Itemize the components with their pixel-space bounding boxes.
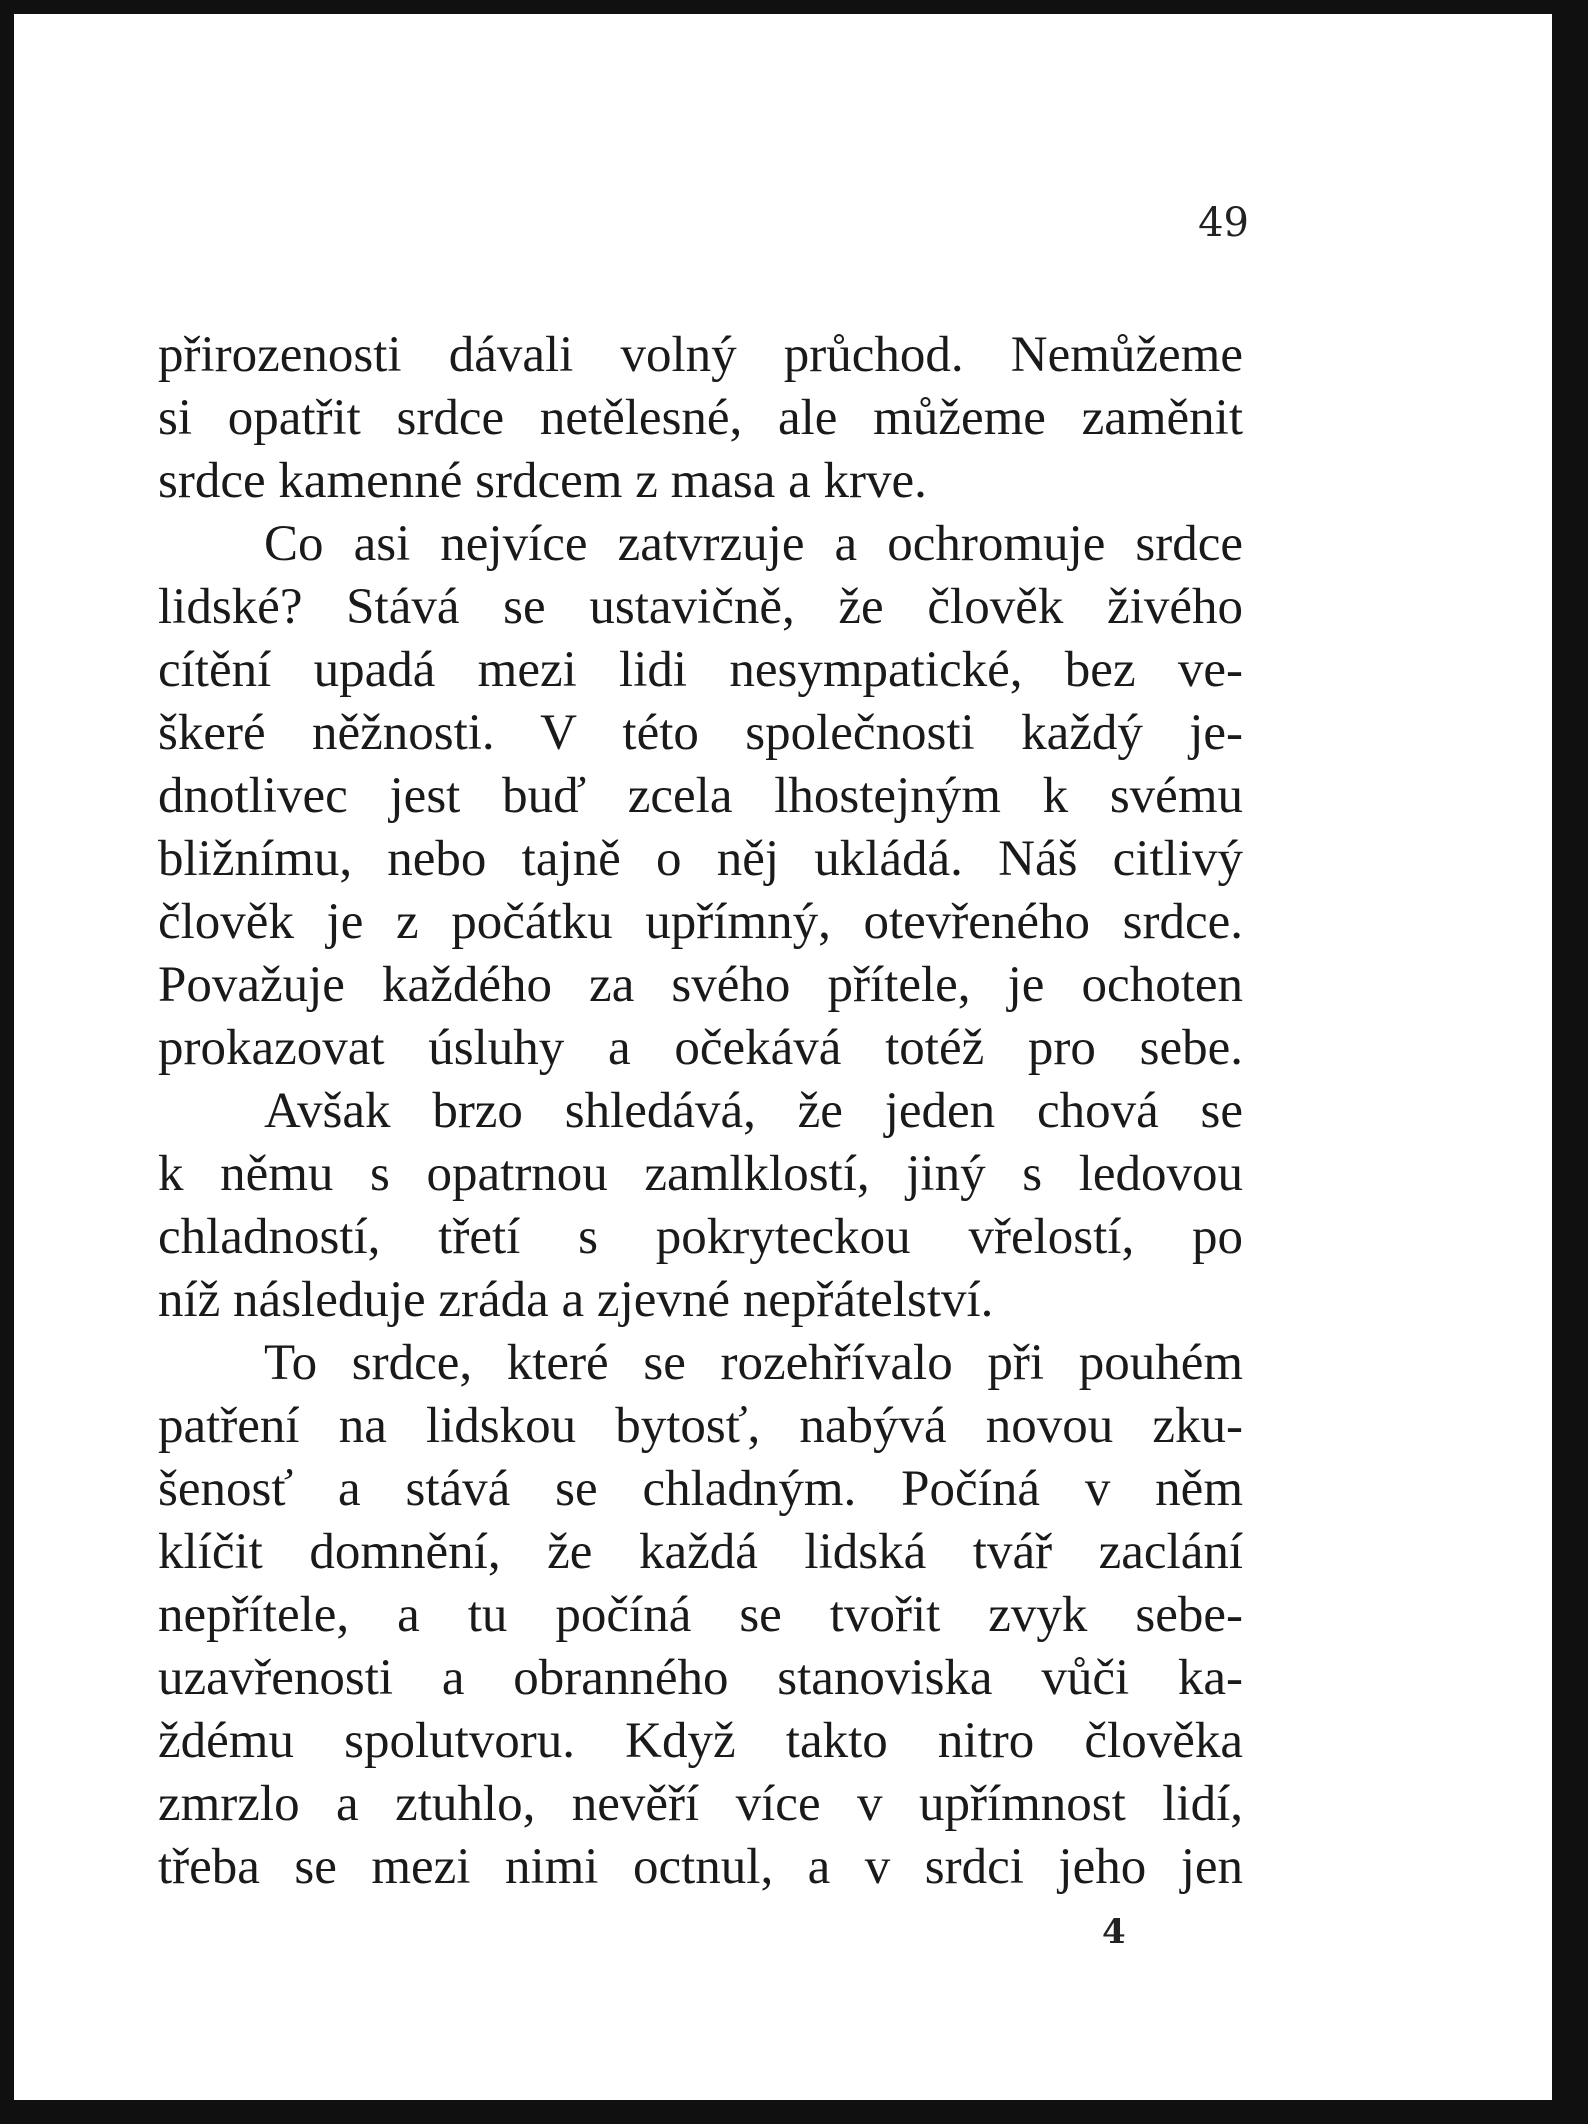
text-line: k němu s opatrnou zamlklostí, jiný s ledovou	[158, 1146, 1243, 1202]
text-line: chladností, třetí s pokryteckou vřelostí, po	[158, 1209, 1243, 1265]
text-line: ždému spolutvoru. Když takto nitro člověka	[158, 1713, 1243, 1769]
text-line: Co asi nejvíce zatvrzuje a ochromuje srdce	[264, 516, 1243, 572]
text-line: srdce kamenné srdcem z masa a krve.	[158, 453, 927, 509]
text-line: dnotlivec jest buď zcela lhostejným k svému	[158, 768, 1243, 824]
signature-mark: 4	[1102, 1912, 1126, 1952]
text-line: člověk je z počátku upřímný, otevřeného srdce.	[158, 894, 1243, 950]
text-line: To srdce, které se rozehřívalo při pouhém	[264, 1335, 1243, 1391]
text-line: bližnímu, nebo tajně o něj ukládá. Náš citlivý	[158, 831, 1243, 887]
text-line: níž následuje zráda a zjevné nepřátelství.	[158, 1272, 994, 1328]
page-number: 49	[1198, 200, 1249, 246]
text-line: třeba se mezi nimi octnul, a v srdci jeho jen	[158, 1839, 1243, 1895]
text-line: zmrzlo a ztuhlo, nevěří více v upřímnost lidí,	[158, 1776, 1243, 1832]
text-line: prokazovat úsluhy a očekává totéž pro sebe.	[158, 1020, 1243, 1076]
text-line: lidské? Stává se ustavičně, že člověk živého	[158, 579, 1243, 635]
text-line: uzavřenosti a obranného stanoviska vůči ka-	[158, 1650, 1243, 1706]
book-page	[14, 14, 1552, 2100]
text-line: Považuje každého za svého přítele, je ochoten	[158, 957, 1243, 1013]
text-line: cítění upadá mezi lidi nesympatické, bez ve-	[158, 642, 1243, 698]
text-line: škeré něžnosti. V této společnosti každý je-	[158, 705, 1243, 761]
body-text	[158, 324, 1243, 1899]
text-line: klíčit domnění, že každá lidská tvář zaclání	[158, 1524, 1243, 1580]
text-line: nepřítele, a tu počíná se tvořit zvyk sebe-	[158, 1587, 1243, 1643]
text-line: patření na lidskou bytosť, nabývá novou zku-	[158, 1398, 1243, 1454]
text-line: si opatřit srdce netělesné, ale můžeme zaměnit	[158, 390, 1243, 446]
text-line: přirozenosti dávali volný průchod. Nemůžeme	[158, 327, 1243, 383]
text-line: Avšak brzo shledává, že jeden chová se	[264, 1083, 1243, 1139]
text-line: šenosť a stává se chladným. Počíná v něm	[158, 1461, 1243, 1517]
